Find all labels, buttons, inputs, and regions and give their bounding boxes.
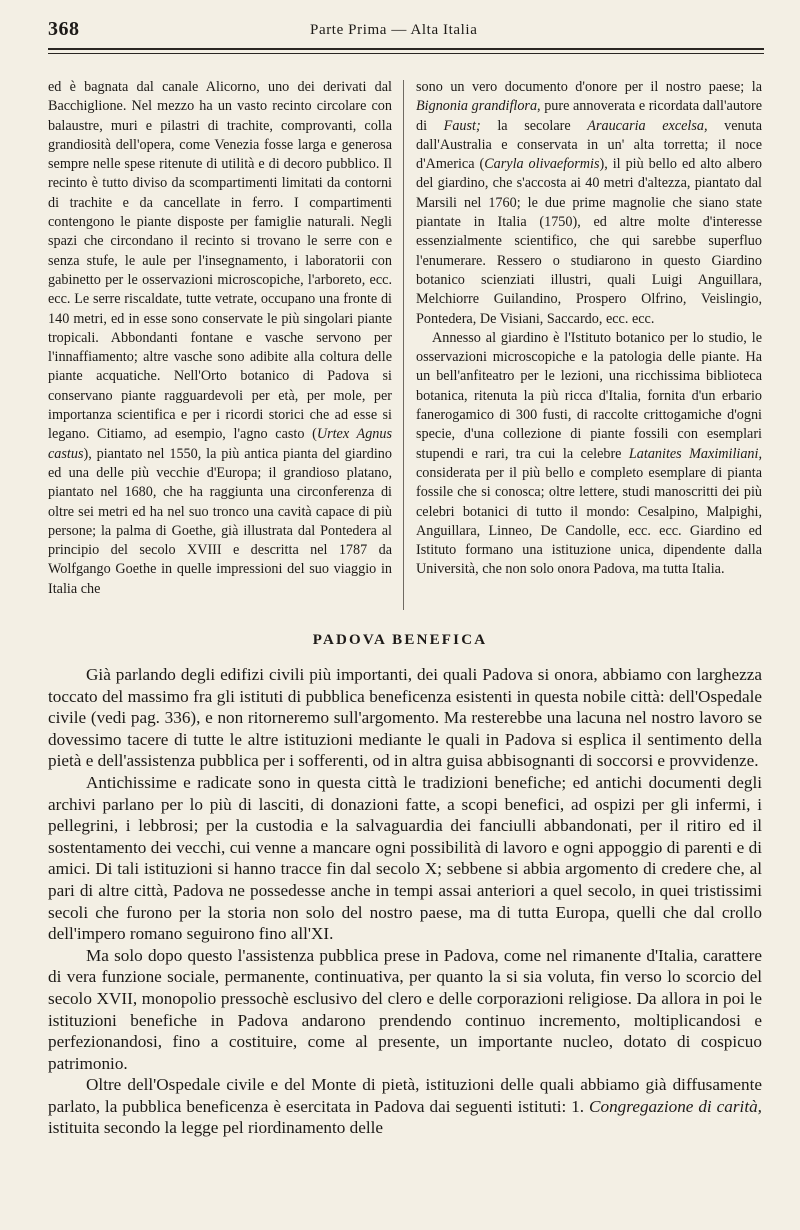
italic-species-name: Araucaria excelsa, bbox=[587, 117, 708, 134]
text-run: Annesso al giardino è l'Istituto botanico per lo studio, le osservazioni microscopiche e la patologia delle piante. Ha un bell'anfiteatro per le lezioni, una ricchissima biblioteca botanica, ritenuta la più ricca d'Italia, fornita d'un erbario fanerogamico di 300 fusti, di raccolte crittogamiche d'ogni specie, d'una collezione di piante fossili con esemplari stupendi e rari, tra cui la celebre bbox=[416, 329, 762, 462]
text-run: venuta dall'Australia e conservata in un' alta torretta; il noce d'America ( bbox=[416, 117, 762, 173]
section-body bbox=[48, 664, 762, 1139]
italic-species-name: Latanites Maximiliani, bbox=[628, 445, 763, 462]
right-paragraph-2 bbox=[416, 329, 762, 580]
italic-species-name: Caryla olivaeformis bbox=[484, 156, 600, 173]
running-head: Parte Prima — Alta Italia bbox=[310, 22, 478, 38]
right-paragraph-1 bbox=[416, 78, 762, 329]
text-run: ed è bagnata dal canale Alicorno, uno dei derivati dal Bacchiglione. Nel mezzo ha un vasto recinto circolare con balaustre, muri e pilastri di trachite, comprovanti, colla grandiosità dell'opera, come Venezia fosse larga e generosa sempre nelle spese ritenute di utilità e di decoro pubblico. Il recinto è tutto diviso da scompartimenti limitati da contorni di trachite e da cancellate in ferro. I compartimenti contengono le piante disposte per famiglie naturali. Negli spazi che circondano il recinto si trovano le serre con e senza stufe, le aule per l'insegnamento, i laboratorii con gabinetto per le osservazioni microscopiche, l'arboreto, ecc. ecc. Le serre riscaldate, tutte vetrate, occupano una fronte di 140 metri, ed in esse sono conservate le più singolari piante tropicali. Abbondanti fontane e vasche servono per l'innaffiamento; altre vasche sono adibite alla coltura delle piante acquatiche. Nell'Orto botanico di Padova si conservano piante ragguardevoli per età, per mole, per importanza scientifica e per i ricordi storici che ad esse si legano. Citiamo, ad esempio, l'agno casto ( bbox=[48, 79, 392, 443]
text-run: sono un vero documento d'onore per il nostro paese; la bbox=[416, 79, 762, 95]
column-divider bbox=[403, 80, 404, 610]
text-run: considerata per il più bello e completo esemplare di pianta fossile che si conosca; oltre lettere, studi manoscritti dei più celebri botanici di tutto il mondo: Cesalpino, Malpighi, Anguillara, Linneo, De Candolle, ecc. ecc. Giardino ed Istituto formano una istituzione unica, dipendente dalla Università, che non solo onora Padova, ma tutta Italia. bbox=[416, 464, 762, 578]
italic-species-name: Bignonia grandiflora bbox=[416, 98, 538, 115]
section-paragraph-1: Già parlando degli edifizi civili più importanti, dei quali Padova si onora, abbiamo con larghezza toccato del massimo fra gli istituti di pubblica beneficenza esistenti in questa nobile città: dell'Ospedale civile (vedi pag. 336), e non ritorneremo sull'argomento. Ma resterebbe una lacuna nel nostro lavoro se dovessimo tacere di tutte le altre istituzioni mediante le quali in Padova si esplica il sentimento della pietà e dell'assistenza pubblica per i sofferenti, od in altra guisa abbisognanti di soccorsi e provvidenze. bbox=[48, 665, 762, 771]
italic-species-name: Urtex Agnus castus bbox=[48, 426, 393, 462]
italic-title: Faust; bbox=[443, 117, 481, 134]
text-run: ), il più bello ed alto albero del giardino, che s'accosta ai 40 metri d'altezza, piantato dal Marsili nel 1760; le due prime magnolie che siano state piantate in Italia (1750), ed altre molte d'interesse essenzialmente scientifico, che qui sarebbe superfluo l'enumerare. Ressero o studiarono in questo Giardino botanico scienziati illustri, quali Luigi Anguillara, Melchiorre Guilandino, Prospero Olfrino, Veislingio, Pontedera, De Visiani, Saccardo, ecc. ecc. bbox=[416, 156, 763, 327]
text-run: istituita secondo la legge pel riordinamento delle bbox=[48, 1118, 384, 1138]
left-column bbox=[48, 78, 392, 599]
section-paragraph-4 bbox=[48, 1074, 762, 1139]
section-paragraph-3: Ma solo dopo questo l'assistenza pubblica prese in Padova, come nel rimanente d'Italia, carattere di vera funzione sociale, permanente, continuativa, per quanto la si sia voluta, fin verso lo scorcio del secolo XVII, monopolio pressochè esclusivo del clero e delle corporazioni religiose. Da allora in poi le istituzioni benefiche in Padova andarono prendendo continuo incremento, moltiplicandosi e perfezionandosi, fino a costituire, come al presente, un importante nucleo, dotato di cospicuo patrimonio. bbox=[48, 945, 762, 1073]
text-run: Oltre dell'Ospedale civile e del Monte di pietà, istituzioni delle quali abbiamo già diffusamente parlato, la pubblica beneficenza è esercitata in Padova dai seguenti istituti: 1. bbox=[48, 1075, 762, 1116]
header-rule bbox=[48, 48, 764, 54]
text-run: , pure annoverata e ricordata dall'autore di bbox=[416, 98, 762, 134]
left-paragraph bbox=[48, 78, 392, 599]
page-number: 368 bbox=[48, 18, 80, 40]
section-paragraph-2: Antichissime e radicate sono in questa città le tradizioni benefiche; ed antichi documenti degli archivi parlano per lo più di lasciti, di donazioni fatte, a scopi benefici, ad ospizi per gli infermi, i pellegrini, i lebbrosi; per la custodia e la salvaguardia dei fanciulli abbandonati, per il ritiro ed il sostentamento dei vecchi, cui venne a mancare ogni possibilità di lavoro e ogni appoggio di parenti e di amici. Di tali istituzioni si hanno tracce fin dal secolo X; sebbene si abbia argomento di credere che, al pari di altre città, Padova ne possedesse anche in tempi assai anteriori a quel secolo, in quei tristissimi secoli che furono per la storia non solo del nostro paese, ma di tutta Europa, quelli che dal crollo dell'impero romano seguirono fino all'XI. bbox=[48, 772, 762, 944]
text-run: la secolare bbox=[480, 117, 588, 134]
text-run: ), piantato nel 1550, la più antica pianta del giardino ed una delle più vecchie d'Europa; il grandioso platano, piantato nel 1680, che ha raggiunta una circonferenza di oltre sei metri ed ha nel suo tronco una cavità capace di più persone; la palma di Goethe, già illustrata dal Pontedera al principio del secolo XVIII e descritta nel 1787 da Wolfgango Goethe in quelle impressioni del suo viaggio in Italia che bbox=[48, 445, 392, 597]
right-column bbox=[416, 78, 762, 580]
page-header bbox=[48, 18, 764, 44]
section-title: PADOVA BENEFICA bbox=[312, 632, 488, 648]
italic-institution-name: Congregazione di carità, bbox=[589, 1096, 762, 1116]
